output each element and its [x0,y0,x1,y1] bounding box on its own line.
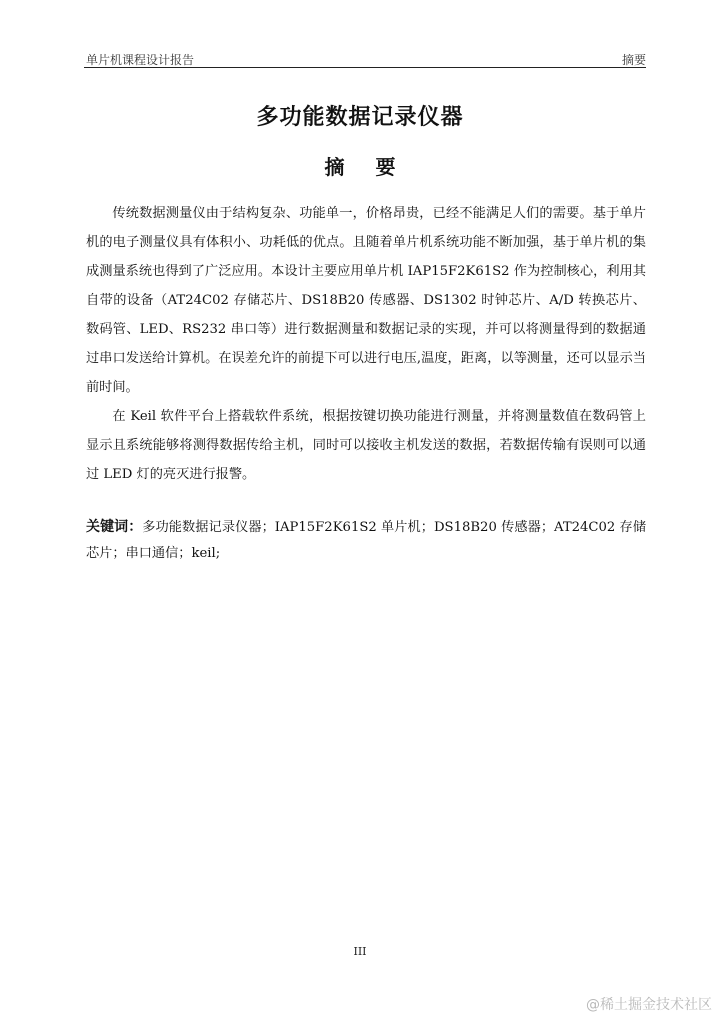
running-header-right: 摘要 [621,53,646,67]
abstract-paragraph-1: 传统数据测量仪由于结构复杂、功能单一，价格昂贵，已经不能满足人们的需要。基于单片机的电子测量仪具有体积小、功耗低的优点。且随着单片机系统功能不断加强，基于单片机的集成测量系统也得到了广泛应用。本设计主要应用单片机 IAP15F2K61S2 作为控制核心，利用其自带的设备（AT24C02 存储芯片、DS18B20 传感器、DS1302 时钟芯片、A/D 转换芯片、数码管、LED、RS232 串口等）进行数据测量和数据记录的实现，并可以将测量得到的数据通过串口发送给计算机。在误差允许的前提下可以进行电压,温度，距离，以等测量，还可以显示当前时间。 [86,206,646,395]
abstract-body [86,199,646,489]
header-divider [84,67,646,68]
watermark: @稀土掘金技术社区 [586,997,712,1013]
abstract-paragraph-2: 在 Keil 软件平台上搭载软件系统，根据按键切换功能进行测量，并将测量数值在数码管上显示且系统能够将测得数据传给主机，同时可以接收主机发送的数据，若数据传输有误则可以通过 LED 灯的亮灭进行报警。 [86,409,646,482]
running-header-left: 单片机课程设计报告 [86,53,195,67]
abstract-heading: 摘 要 [324,155,408,179]
document-title: 多功能数据记录仪器 [256,105,464,130]
keywords-text: 多功能数据记录仪器；IAP15F2K61S2 单片机；DS18B20 传感器；AT24C02 存储芯片；串口通信；keil; [86,520,647,561]
keywords-block [86,514,646,567]
keywords-label: 关键词： [86,519,143,535]
page-number: III [353,945,367,958]
